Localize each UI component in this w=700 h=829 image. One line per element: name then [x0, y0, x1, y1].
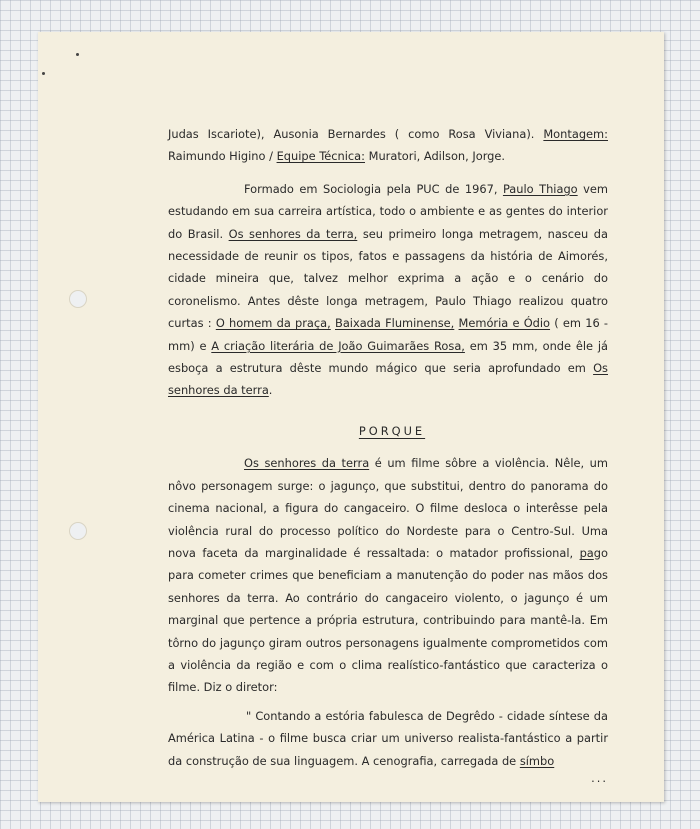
text-run: go para cometer crimes que beneficiam a manutenção do poder nas mãos dos senhores da terra. Ao contrário do cangaceiro violento, o jagunço é um marginal que pertence a própria estrutura, contribuindo para mantê-la. Em tôrno do jagunço giram outros personagens igualmente comprometidos com a violência da região e com o clima realístico-fantástico que caracteriza o filme. Diz o diretor:: [168, 545, 608, 695]
underlined-run: Equipe Técnica:: [276, 149, 365, 164]
text-run: .: [268, 383, 273, 398]
underlined-run: Baixada Fluminense,: [335, 316, 455, 331]
paper-speck: [76, 53, 79, 56]
paragraph-director: [168, 178, 608, 402]
heading-text: PORQUE: [358, 423, 426, 438]
text-run: Muratori, Adilson, Jorge.: [365, 149, 506, 164]
paragraph-credits: [168, 123, 608, 168]
punch-hole-top: [69, 290, 87, 308]
underlined-run: A criação literária de João Guimarães Rosa,: [211, 338, 465, 353]
text-run: é um filme sôbre a violência. Nêle, um nôvo personagem surge: o jagunço, que substitui, dentro do panorama do cinema nacional, a figura do cangaceiro. O filme desloca o interêsse pela violência rural do processo político do Nordeste para o Centro-Sul. Uma nova faceta da marginalidade é ressaltada: o matador profissional,: [168, 456, 608, 560]
punch-hole-bottom: [69, 522, 87, 540]
text-run: Raimundo Higino /: [168, 149, 277, 164]
underlined-run: Os senhores da terra,: [228, 226, 358, 241]
paragraph-gap: [168, 442, 608, 452]
typed-text: [168, 123, 608, 784]
underlined-run: O homem da praça,: [215, 316, 331, 331]
underlined-run: Memória e Ódio: [458, 316, 551, 331]
paragraph-gap: [168, 402, 608, 420]
text-run: " Contando a estória fabulesca de Degrêdo - cidade síntese da América Latina - o filme busca criar um universo realista-fantástico a partir da construção de sua linguagem. A cenografia, carregada de: [168, 708, 608, 768]
paragraph-violence: [168, 452, 608, 698]
text-run: Formado em Sociologia pela PUC de 1967,: [244, 181, 503, 196]
underlined-run: Os senhores da terra: [168, 361, 608, 398]
text-run: seu primeiro longa metragem, nasceu da necessidade de reunir os tipos, fatos e passagens da história de Aimorés, cidade mineira que, talvez melhor exprima a ação e o cenário do coronelismo. Antes dêste longa metragem, Paulo Thiago realizou quatro curtas :: [168, 226, 608, 331]
underlined-run: símbo: [519, 753, 555, 768]
text-run: em 35 mm, onde êle já esboça a estrutura dêste mundo mágico que seria aprofundado em: [168, 338, 609, 376]
paper-speck: [42, 72, 45, 75]
continuation-marker: ...: [591, 770, 608, 785]
section-heading: [168, 420, 608, 442]
paragraph-quote: [168, 705, 608, 772]
paragraph-gap: [168, 168, 608, 178]
text-run: ( em 16 - mm) e: [168, 316, 609, 353]
underlined-run: Paulo Thiago: [502, 181, 578, 196]
underlined-run: Montagem:: [543, 127, 608, 141]
underlined-run: pa: [579, 545, 594, 560]
text-run: vem estudando em sua carreira artística, todo o ambiente e as gentes do interior do Brasil.: [168, 181, 608, 241]
text-run: Judas Iscariote), Ausonia Bernardes ( como Rosa Viviana).: [168, 127, 544, 141]
underlined-run: Os senhores da terra: [244, 456, 370, 471]
